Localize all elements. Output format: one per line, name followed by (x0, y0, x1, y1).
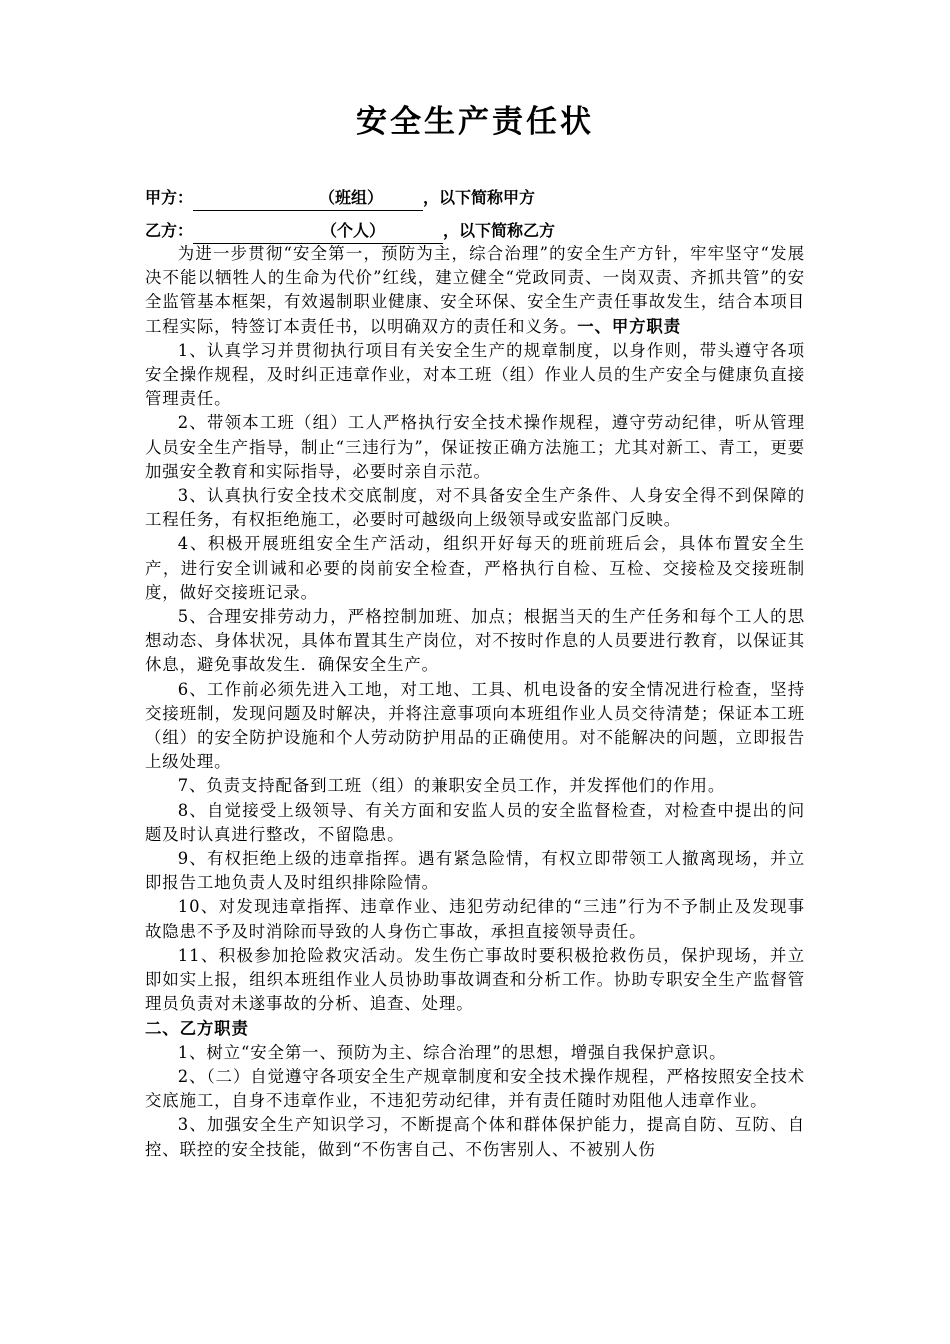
section1-item: 3、认真执行安全技术交底制度，对不具备安全生产条件、人身安全得不到保障的工程任务，有权拒绝施工，必要时可越级向上级领导或安监部门反映。 (145, 486, 805, 530)
section2-item: 2、（二）自觉遵守各项安全生产规章制度和安全技术操作规程，严格按照安全技术交底施工，自身不违章作业，不违犯劳动纪律，并有责任随时劝阻他人违章作业。 (145, 1066, 805, 1111)
section1-item: 2、带领本工班（组）工人严格执行安全技术操作规程，遵守劳动纪律，听从管理人员安全生产指导，制止“三违行为”，保证按正确方法施工；尤其对新工、青工，更要加强安全教育和实际指导，必要时亲自示范。 (145, 413, 805, 481)
party-b-line (145, 219, 555, 244)
section2-heading: 二、乙方职责 (145, 1018, 249, 1038)
intro-paragraph (145, 242, 805, 339)
section1-item: 6、工作前必须先进入工地，对工地、工具、机电设备的安全情况进行检查，坚持交接班制，发现问题及时解决，并将注意事项向本班组作业人员交待清楚；保证本工班（组）的安全防护设施和个人劳动防护用品的正确使用。对不能解决的问题，立即报告上级处理。 (145, 679, 805, 772)
party-a-blank (193, 186, 423, 211)
section1-item: 11、积极参加抢险救灾活动。发生伤亡事故时要积极抢救伤员，保护现场，并立即如实上报，组织本班组作业人员协助事故调查和分析工作。协助专职安全生产监督管理员负责对未遂事故的分析、追查、处理。 (145, 945, 805, 1014)
party-b-blank-note: （个人） (321, 221, 386, 240)
document-body (145, 242, 805, 1162)
party-a-line (145, 186, 535, 211)
section1-item: 4、积极开展班组安全生产活动，组织开好每天的班前班后会，具体布置安全生产，进行安全训诫和必要的岗前安全检查，严格执行自检、互检、交接检及交接班制度，做好交接班记录。 (145, 534, 805, 602)
section1-item: 7、负责支持配备到工班（组）的兼职安全员工作，并发挥他们的作用。 (177, 776, 726, 796)
document-title: 安全生产责任状 (356, 104, 594, 140)
party-a-blank-note: （班组） (319, 188, 384, 207)
section2-item: 3、加强安全生产知识学习，不断提高个体和群体保护能力，提高自防、互防、自控、联控的安全技能，做到“不伤害自己、不伤害别人、不被别人伤 (145, 1115, 805, 1159)
section1-item: 5、合理安排劳动力，严格控制加班、加点；根据当天的生产任务和每个工人的思想动态、身体状况，具体布置其生产岗位，对不按时作息的人员要进行教育，以保证其休息，避免事故发生．确保安全生产。 (145, 607, 805, 675)
party-b-label: 乙方： (145, 221, 194, 240)
party-a-label: 甲方： (145, 188, 194, 207)
section1-item: 8、自觉接受上级领导、有关方面和安监人员的安全监督检查，对检查中提出的问题及时认真进行整改，不留隐患。 (145, 800, 805, 844)
section1-item: 10、对发现违章指挥、违章作业、违犯劳动纪律的“三违”行为不予制止及发现事故隐患不予及时消除而导致的人身伤亡事故，承担直接领导责任。 (145, 897, 805, 941)
intro-text: 为进一步贯彻“安全第一，预防为主，综合治理”的安全生产方针，牢牢坚守“发展决不能以牺牲人的生命为代价”红线，建立健全“党政同责、一岗双责、齐抓共管”的安全监管基本框架，有效遏制职业健康、安全环保、安全生产责任事故发生，结合本项目工程实际，特签订本责任书，以明确双方的责任和义务。 (145, 244, 805, 336)
section1-heading: 一、甲方职责 (577, 316, 682, 336)
party-b-suffix: ，以下简称乙方 (443, 221, 556, 240)
section1-item: 9、有权拒绝上级的违章指挥。遇有紧急险情，有权立即带领工人撤离现场，并立即报告工地负责人及时组织排除险情。 (145, 849, 805, 893)
section2-item: 1、树立“安全第一、预防为主、综合治理”的思想，增强自我保护意识。 (177, 1042, 727, 1062)
party-b-blank (193, 219, 443, 244)
party-a-suffix: ，以下简称甲方 (423, 188, 536, 207)
section1-item: 1、认真学习并贯彻执行项目有关安全生产的规章制度，以身作则，带头遵守各项安全操作规程，及时纠正违章作业，对本工班（组）作业人员的生产安全与健康负直接管理责任。 (145, 340, 805, 409)
